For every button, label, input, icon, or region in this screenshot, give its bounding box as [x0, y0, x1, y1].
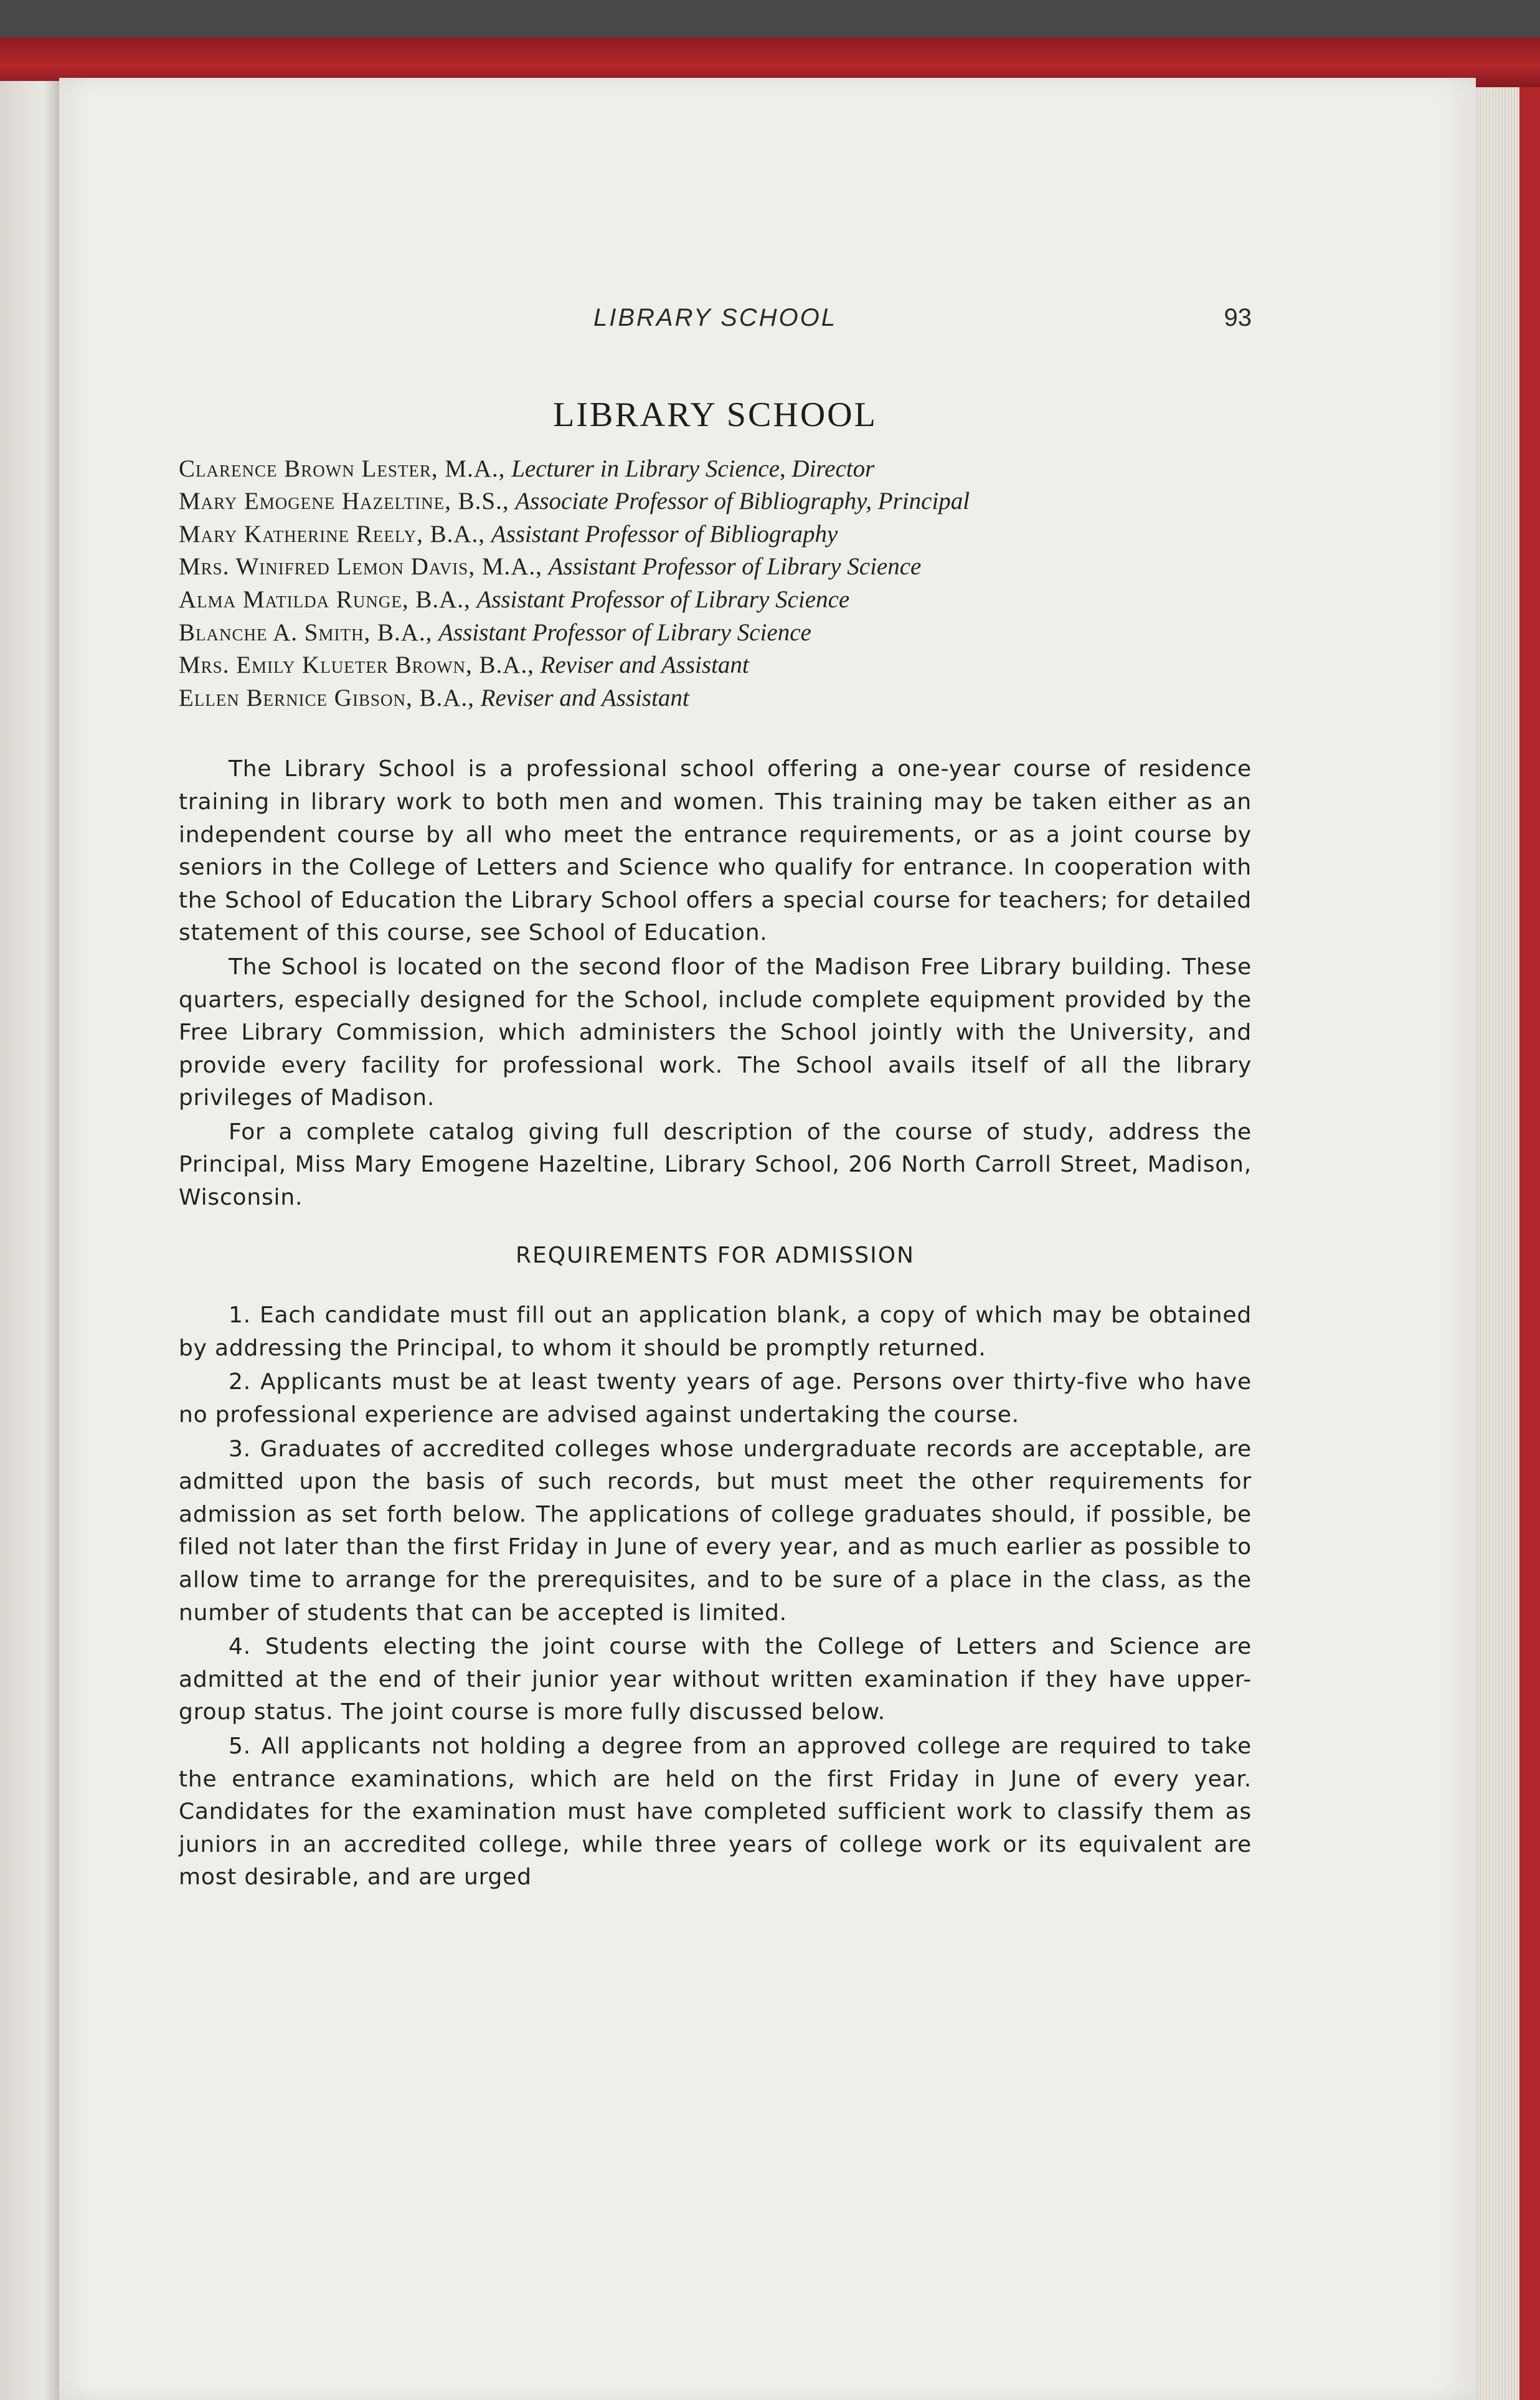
faculty-name: Mary Katherine Reely, B.A., [179, 520, 486, 548]
faculty-entry [179, 453, 1252, 486]
book-red-edge [1519, 87, 1540, 2400]
faculty-entry [179, 584, 1252, 617]
faculty-role: Assistant Professor of Library Science [476, 586, 850, 613]
intro-paragraph: The Library School is a professional school offering a one-year course of residence training in library work to both men and women. This training may be taken either as an independent course by all who meet the entrance requirements, or as a joint course by seniors in the College of Letters and Science who qualify for entrance. In cooperation with the School of Education the Library School offers a special course for teachers; for detailed statement of this course, see School of Education. [179, 756, 1252, 946]
faculty-name: Clarence Brown Lester, M.A., [179, 455, 506, 482]
page-body [179, 396, 1252, 1894]
running-title: LIBRARY SCHOOL [593, 304, 837, 331]
faculty-role: Reviser and Assistant [540, 652, 749, 679]
book-left-edge [0, 81, 62, 2400]
section-heading: REQUIREMENTS FOR ADMISSION [516, 1242, 915, 1268]
faculty-role: Reviser and Assistant [480, 684, 689, 711]
page-number: 93 [1224, 304, 1252, 331]
page-header [179, 304, 1252, 341]
faculty-role: Assistant Professor of Bibliography [491, 520, 838, 548]
faculty-entry [179, 551, 1252, 584]
faculty-name: Mrs. Winifred Lemon Davis, M.A., [179, 553, 542, 581]
faculty-entry [179, 682, 1252, 715]
faculty-entry [179, 617, 1252, 650]
faculty-role: Assistant Professor of Library Science [438, 619, 811, 646]
faculty-name: Alma Matilda Runge, B.A., [179, 586, 471, 613]
intro-paragraph: For a complete catalog giving full description of the course of study, address the Principal, Miss Mary Emogene Hazeltine, Library School, 206 North Carroll Street, Madison, Wisconsin. [179, 1119, 1252, 1211]
requirement-paragraph: 1. Each candidate must fill out an application blank, a copy of which may be obtained by addressing the Principal, to whom it should be promptly returned. [179, 1302, 1252, 1361]
faculty-name: Mary Emogene Hazeltine, B.S., [179, 488, 509, 515]
requirement-paragraph: 2. Applicants must be at least twenty years of age. Persons over thirty-five who have no professional experience are advised against undertaking the course. [179, 1369, 1252, 1428]
requirement-paragraph: 3. Graduates of accredited colleges whose undergraduate records are acceptable, are admitted upon the basis of such records, but must meet the other requirements for admission as set forth below. The applications of college graduates should, if possible, be filed not later than the first Friday in June of every year, and as much earlier as possible to allow time to arrange for the prerequisites, and to be sure of a place in the class, as the number of students that can be accepted is limited. [179, 1436, 1252, 1626]
page-title: LIBRARY SCHOOL [553, 396, 877, 434]
faculty-name: Mrs. Emily Klueter Brown, B.A., [179, 652, 534, 679]
faculty-name: Blanche A. Smith, B.A., [179, 619, 433, 646]
faculty-list [179, 453, 1252, 715]
requirement-paragraph: 4. Students electing the joint course with the College of Letters and Science are admitted at the end of their junior year without written examination if they have upper-group status. The joint course is more fully discussed below. [179, 1634, 1252, 1725]
faculty-role: Associate Professor of Bibliography, Principal [515, 488, 970, 515]
intro-paragraph: The School is located on the second floor of the Madison Free Library building. These quarters, especially designed for the School, include complete equipment provided by the Free Library Commission, which administers the School jointly with the University, and provide every facility for professional work. The School avails itself of all the library privileges of Madison. [179, 954, 1252, 1111]
faculty-name: Ellen Bernice Gibson, B.A., [179, 684, 475, 711]
faculty-role: Lecturer in Library Science, Director [511, 455, 875, 482]
faculty-entry [179, 485, 1252, 518]
faculty-role: Assistant Professor of Library Science [548, 553, 922, 581]
faculty-entry [179, 518, 1252, 551]
faculty-entry [179, 649, 1252, 682]
requirement-paragraph: 5. All applicants not holding a degree from an approved college are required to take the entrance examinations, which are held on the first Friday in June of every year. Candidates for the examination must have completed sufficient work to classify them as juniors in an accredited college, while three years of college work or its equivalent are most desirable, and are urged [179, 1733, 1252, 1890]
